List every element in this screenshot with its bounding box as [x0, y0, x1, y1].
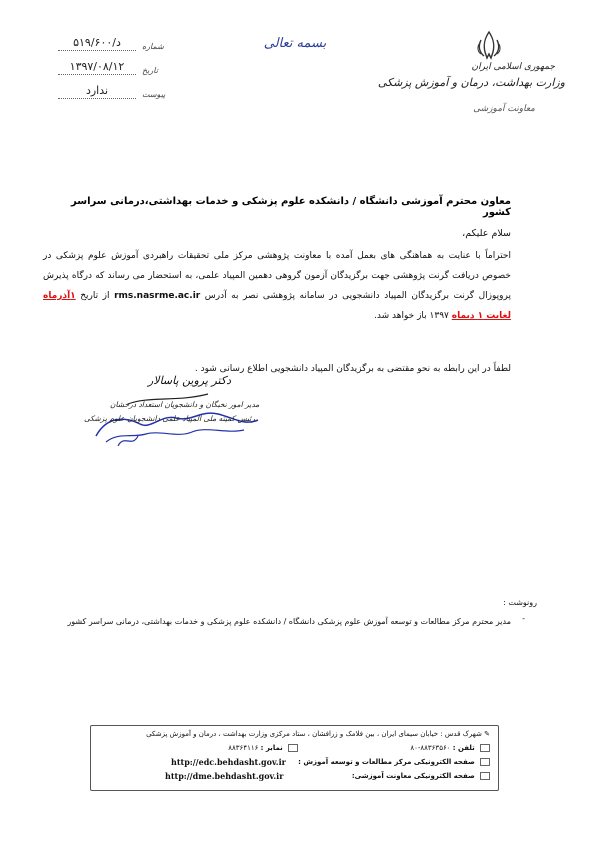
iran-emblem-icon [475, 30, 503, 60]
footer-edc-line [298, 758, 490, 766]
footer-contact-box [90, 725, 499, 791]
signatory-title-1: مدیر امور نخبگان و دانشجویان استعداد درخشان [110, 400, 260, 409]
ref-number-label: شماره [142, 42, 164, 51]
phone-icon [480, 744, 490, 752]
phone-number: ۸۸۳۶۳۵۶۰-۸۰ [410, 744, 451, 752]
org-republic: جمهوری اسلامی ایران [471, 62, 555, 72]
addressee-heading: معاون محترم آموزشی دانشگاه / دانشکده علوم پزشکی و خدمات بهداشتی،درمانی سراسر کشور [71, 196, 511, 218]
attachment-label: پیوست [142, 90, 166, 99]
org-deputy: معاونت آموزشی [473, 104, 535, 114]
fax-icon [288, 744, 298, 752]
footer-fax-line [228, 744, 298, 752]
footer-address-line [146, 730, 490, 738]
fax-number: ۸۸۳۶۴۱۱۶ [228, 744, 259, 752]
bismillah-heading: بسمه تعالی [263, 36, 327, 51]
signatory-name: دکتر پروین پاسالار [148, 374, 231, 387]
location-icon: ✎ [484, 730, 490, 738]
date-row [58, 60, 158, 75]
footer-phone-line [410, 744, 490, 752]
mail-icon [480, 772, 490, 780]
mail-icon [480, 758, 490, 766]
greeting: سلام علیکم، [462, 228, 511, 239]
body-text: احتراماً با عنایت به هماهنگی های بعمل آمده با معاونت پژوهشی مرکز ملی تحقیقات راهبردی آموزش علوم پزشکی در خصوص دریافت گرنت پژوهشی جهت برگزیدگان آزمون گروهی دهمین المپیاد علمی، به استحضار می رساند که درگاه پذیرش پروپوزال گرنت برگزیدگان المپیاد دانشجویی در سامانه پژوهشی نصر به آدرس [43, 251, 511, 301]
letter-date: ۱۳۹۷/۰۸/۱۲ [58, 60, 136, 75]
cc-dash: - [522, 614, 525, 623]
attachment-row [58, 84, 165, 99]
body-paragraph [43, 246, 511, 326]
body-end-text: ۱۳۹۷ باز خواهد شد. [374, 311, 449, 321]
footer-dme-line [352, 772, 490, 780]
ref-number-row [58, 36, 164, 51]
footer-address: شهرک قدس : خیابان سیمای ایران ، بین فلامک و زرافشان ، ستاد مرکزی وزارت بهداشت ، درمان و آموزش پزشکی [146, 730, 482, 738]
signatory-title-2: رئیس کمیته ملی المپیاد علمی دانشجویان علوم پزشکی [84, 414, 256, 423]
cc-item: مدیر محترم مرکز مطالعات و توسعه آموزش علوم پزشکی دانشگاه / دانشکده علوم پزشکی و خدمات بهداشتی، درمانی سراسر کشور [67, 617, 511, 626]
date-range-highlight: ۱آذرماه لغایت ۱ دیماه [43, 291, 511, 321]
edc-label: صفحه الکترونیکی مرکز مطالعات و توسعه آموزش : [298, 758, 475, 766]
cc-label: رونوشت : [503, 598, 537, 607]
dme-url-link[interactable]: http://dme.behdasht.gov.ir [165, 771, 284, 781]
phone-label: تلفن : [452, 744, 475, 752]
edc-url-link[interactable]: http://edc.behdasht.gov.ir [171, 757, 286, 767]
attachment-value: ندارد [58, 84, 136, 99]
body-from-text: از تاریخ [80, 291, 110, 301]
date-label: تاریخ [142, 66, 158, 75]
ref-number: د/۵۱۹/۶۰۰ [58, 36, 136, 51]
dme-label: صفحه الکترونیکی معاونت آموزشی: [351, 772, 475, 780]
fax-label: نمابر : [260, 744, 283, 752]
system-url-link[interactable]: rms.nasrme.ac.ir [114, 291, 201, 301]
closing-paragraph: لطفاً در این رابطه به نحو مقتضی به برگزیدگان المپیاد دانشجویی اطلاع رسانی شود . [194, 364, 511, 374]
org-ministry: وزارت بهداشت، درمان و آموزش پزشکی [377, 76, 565, 89]
